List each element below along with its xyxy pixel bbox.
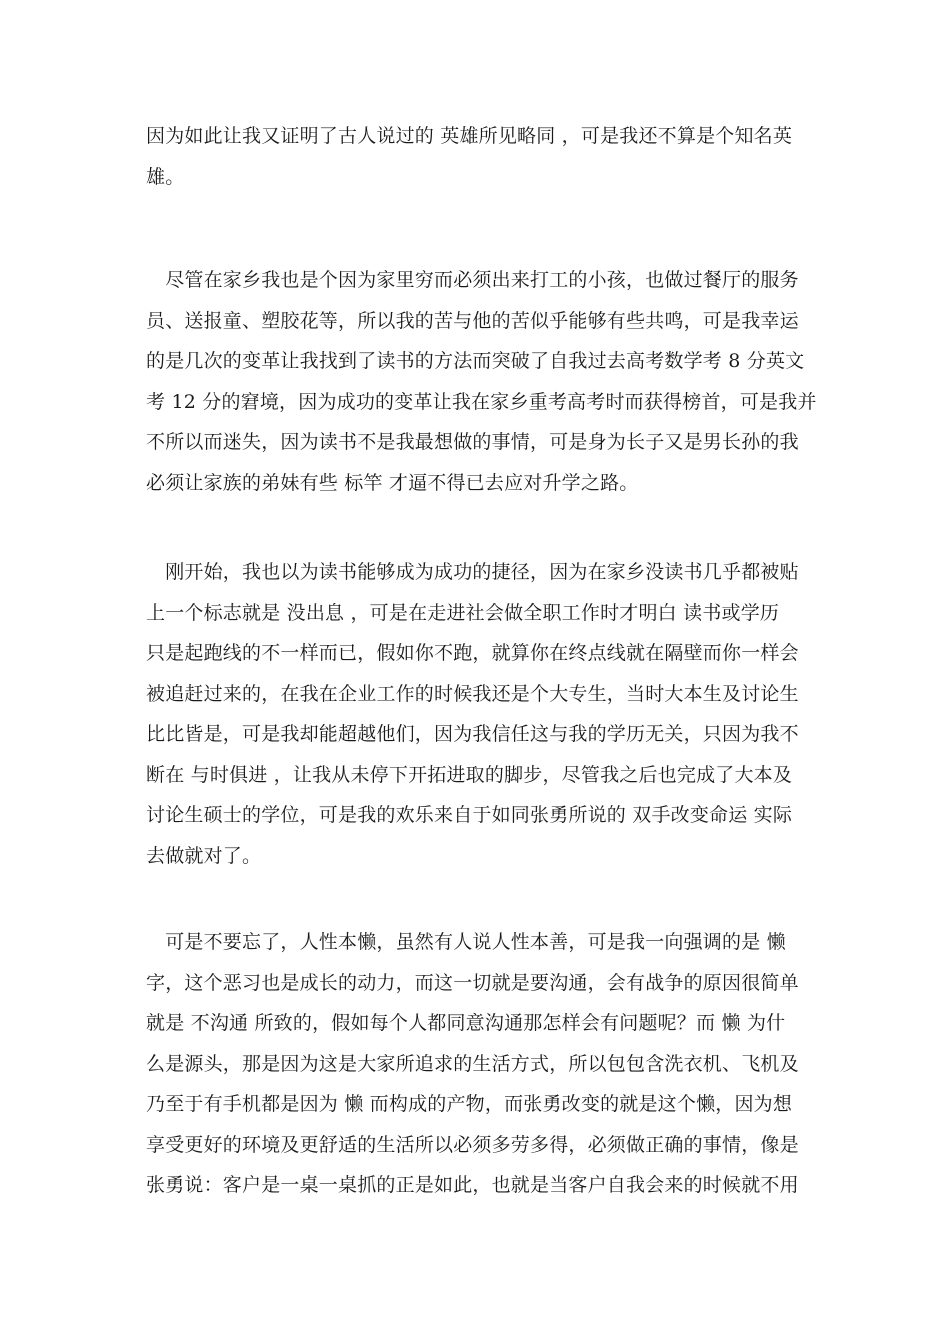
text-line: 断在 与时俱进 ，让我从未停下开拓进取的脚步，尽管我之后也完成了大本及	[146, 763, 793, 786]
text-line: 只是起跑线的不一样而已，假如你不跑，就算你在终点线就在隔壁而你一样会	[146, 642, 799, 664]
text-line: 字，这个恶习也是成长的动力，而这一切就是要沟通，会有战争的原因很简单	[146, 971, 799, 994]
text-line: 乃至于有手机都是因为 懒 而构成的产物，而张勇改变的就是这个懒，因为想	[146, 1093, 793, 1115]
text-line: 因为如此让我又证明了古人说过的 英雄所见略同 ，可是我还不算是个知名英	[146, 125, 793, 147]
text-line: 不所以而迷失，因为读书不是我最想做的事情，可是身为长子又是男长孙的我	[146, 431, 799, 453]
paragraph-3	[146, 552, 810, 876]
text-line: 的是几次的变革让我找到了读书的方法而突破了自我过去高考数学考 8 分英文	[146, 350, 805, 372]
text-line: 上一个标志就是 没出息 ，可是在走进社会做全职工作时才明白 读书或学历	[146, 601, 780, 624]
paragraph-2	[146, 260, 817, 503]
text-line: 刚开始，我也以为读书能够成为成功的捷径，因为在家乡没读书几乎都被贴	[146, 561, 799, 583]
text-line: 考 12 分的窘境，因为成功的变革让我在家乡重考高考时而获得榜首，可是我并	[146, 390, 817, 413]
text-line: 么是源头，那是因为这是大家所追求的生活方式，所以包包含洗衣机、飞机及	[146, 1052, 799, 1075]
text-line: 必须让家族的弟妹有些 标竿 才逼不得已去应对升学之路。	[146, 471, 639, 494]
text-line: 尽管在家乡我也是个因为家里穷而必须出来打工的小孩，也做过餐厅的服务	[146, 269, 799, 291]
text-line: 比比皆是，可是我却能超越他们，因为我信任这与我的学历无关，只因为我不	[146, 723, 799, 745]
text-line: 张勇说：客户是一桌一桌抓的正是如此，也就是当客户自我会来的时候就不用	[146, 1174, 799, 1196]
text-line: 去做就对了。	[146, 844, 262, 867]
paragraph-4	[146, 922, 810, 1206]
paragraph-1	[146, 116, 810, 197]
text-line: 被追赶过来的，在我在企业工作的时候我还是个大专生，当时大本生及讨论生	[146, 682, 799, 705]
text-line: 员、送报童、塑胶花等，所以我的苦与他的苦似乎能够有些共鸣，可是我幸运	[146, 309, 799, 332]
text-line: 可是不要忘了，人性本懒，虽然有人说人性本善，可是我一向强调的是 懒	[146, 931, 786, 953]
text-line: 享受更好的环境及更舒适的生活所以必须多劳多得，必须做正确的事情，像是	[146, 1133, 799, 1156]
text-line: 讨论生硕士的学位，可是我的欢乐来自于如同张勇所说的 双手改变命运 实际	[146, 804, 793, 826]
text-line: 就是 不沟通 所致的，假如每个人都同意沟通那怎样会有问题呢？而 懒 为什	[146, 1012, 786, 1034]
text-line: 雄。	[146, 165, 185, 188]
